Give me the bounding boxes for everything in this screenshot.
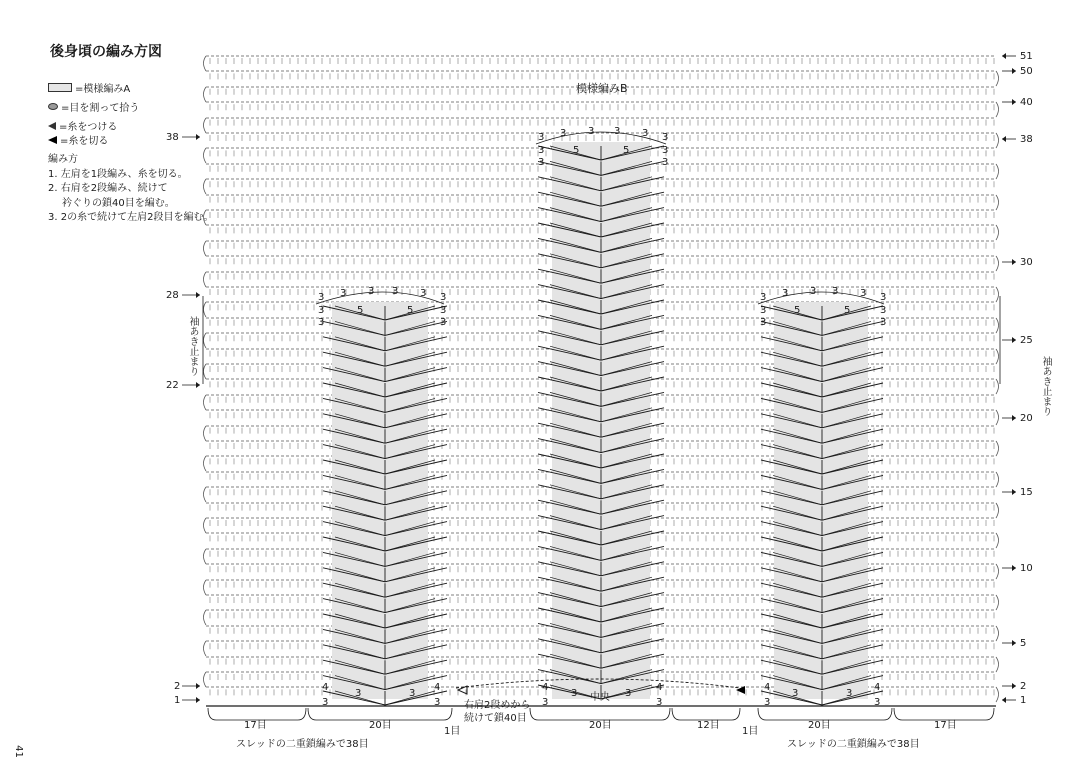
stitch-count: 4: [656, 682, 663, 693]
turning-chain: [204, 241, 207, 256]
row-label: 40: [1020, 97, 1033, 108]
stitch-count: 3: [368, 286, 375, 297]
turning-chain: [996, 441, 999, 456]
foundation-note-left: スレッドの二重鎖編みで38目: [236, 739, 369, 750]
width-label: 1目: [742, 726, 759, 737]
turning-chain: [204, 210, 207, 225]
turning-chain: [996, 595, 999, 610]
instruction-step: 2. 右肩を2段編み、続けて: [48, 183, 168, 194]
stitch-count: 5: [623, 145, 630, 156]
row-label: 20: [1020, 413, 1033, 424]
stitch-count: 3: [880, 292, 887, 303]
turning-chain: [204, 518, 207, 533]
stitch-count: 3: [832, 286, 839, 297]
turning-chain: [204, 272, 207, 287]
turning-chain: [996, 318, 999, 333]
row-label: 30: [1020, 257, 1033, 268]
turning-chain: [204, 395, 207, 410]
row-arrow-head: [1002, 53, 1006, 59]
turning-chain: [204, 56, 207, 71]
turning-chain: [996, 349, 999, 364]
row-arrow-head: [1012, 415, 1016, 421]
stitch-count: 3: [880, 317, 887, 328]
stitch-count: 3: [760, 305, 767, 316]
stitch-count: 3: [538, 157, 545, 168]
turning-chain: [204, 641, 207, 656]
stitch-count: 5: [357, 305, 364, 316]
neck-note: 続けて鎖40目: [464, 713, 527, 724]
stitch-count: 3: [642, 128, 649, 139]
page-number: 41: [12, 745, 24, 758]
turning-chain: [204, 426, 207, 441]
turning-chain: [996, 564, 999, 579]
turning-chain: [996, 379, 999, 394]
stitch-count: 3: [846, 688, 853, 699]
stitch-count: 3: [571, 688, 578, 699]
turning-chain: [204, 118, 207, 133]
foundation-note-right: スレッドの二重鎖編みで38目: [787, 739, 920, 750]
row-arrow-head: [196, 697, 200, 703]
pattern-a-shade: [774, 302, 868, 699]
instructions-heading: 編み方: [48, 154, 78, 165]
row-label: 1: [1020, 695, 1027, 706]
stitch-count: 3: [880, 305, 887, 316]
row-label: 5: [1020, 638, 1027, 649]
turning-chain: [204, 672, 207, 687]
row-arrow-head: [1002, 136, 1006, 142]
pattern-a-panels: [316, 126, 886, 708]
stitch-count: 3: [662, 132, 669, 143]
row-label: 2: [1020, 681, 1027, 692]
diagram-title: 後身頃の編み方図: [50, 44, 162, 60]
stitch-count: 3: [440, 305, 447, 316]
row-arrow-head: [1012, 337, 1016, 343]
turning-chain: [204, 610, 207, 625]
sleeve-note-left: 袖あき止まり: [187, 316, 198, 376]
row-label: 2: [174, 681, 181, 692]
stitch-count: 3: [420, 288, 427, 299]
stitch-count: 3: [625, 688, 632, 699]
stitch-count: 3: [440, 292, 447, 303]
row-label: 38: [1020, 134, 1033, 145]
stitch-count: 3: [662, 157, 669, 168]
stitch-count: 5: [794, 305, 801, 316]
stitch-count: 3: [860, 288, 867, 299]
stitch-count: 5: [573, 145, 580, 156]
stitch-count: 5: [407, 305, 414, 316]
row-arrow-head: [196, 292, 200, 298]
stitch-count: 3: [538, 145, 545, 156]
stitch-count: 3: [764, 697, 771, 708]
row-label: 22: [166, 380, 179, 391]
width-label: 20目: [589, 720, 612, 731]
turning-chain: [996, 195, 999, 210]
turning-chain: [996, 102, 999, 117]
row-arrow-head: [196, 683, 200, 689]
stitch-count: 4: [764, 682, 771, 693]
turning-chain: [204, 580, 207, 595]
turning-chain: [996, 626, 999, 641]
turning-chain: [996, 410, 999, 425]
stitch-count: 3: [810, 286, 817, 297]
width-label: 20目: [369, 720, 392, 731]
legend-text: =糸をつける: [59, 122, 118, 133]
row-label: 10: [1020, 563, 1033, 574]
stitch-count: 4: [434, 682, 441, 693]
stitch-count: 3: [318, 292, 325, 303]
row-arrow-head: [1012, 489, 1016, 495]
turning-chain: [204, 364, 207, 379]
row-arrow-head: [1012, 259, 1016, 265]
row-arrow-head: [1012, 68, 1016, 74]
stitch-count: 3: [656, 697, 663, 708]
turning-chain: [996, 503, 999, 518]
width-label: 17目: [934, 720, 957, 731]
row-arrow-head: [196, 382, 200, 388]
turning-chain: [996, 256, 999, 271]
stitch-count: 3: [318, 305, 325, 316]
turning-chain: [204, 179, 207, 194]
stitch-count: 3: [760, 317, 767, 328]
row-arrow-head: [196, 134, 200, 140]
stitch-count: 3: [560, 128, 567, 139]
legend-text: =目を割って拾う: [61, 103, 140, 114]
stitch-count: 3: [792, 688, 799, 699]
stitch-count: 4: [322, 682, 329, 693]
stitch-count: 3: [538, 132, 545, 143]
stitch-count: 4: [874, 682, 881, 693]
row-label: 1: [174, 695, 181, 706]
stitch-count: 4: [542, 682, 549, 693]
turning-chain: [204, 148, 207, 163]
stitch-count: 3: [409, 688, 416, 699]
stitch-count: 3: [542, 697, 549, 708]
instruction-step: 1. 左肩を1段編み、糸を切る。: [48, 168, 188, 180]
neck-note: 右肩2段めから: [464, 700, 531, 711]
width-label: 12目: [697, 720, 720, 731]
stitch-count: 3: [874, 697, 881, 708]
turning-chain: [204, 549, 207, 564]
row-label: 25: [1020, 335, 1033, 346]
turning-chain: [204, 302, 207, 317]
turning-chain: [204, 333, 207, 348]
turning-chain: [996, 225, 999, 240]
turning-chain: [996, 533, 999, 548]
sleeve-note-right: 袖あき止まり: [1040, 356, 1051, 416]
legend-text: =模様編みA: [75, 84, 131, 95]
stitch-count: 3: [355, 688, 362, 699]
stitch-count: 3: [588, 126, 595, 137]
stitch-count: 3: [318, 317, 325, 328]
stitch-count: 3: [434, 697, 441, 708]
legend-text: =糸を切る: [60, 136, 109, 147]
turning-chain: [996, 687, 999, 702]
row-arrow-head: [1012, 683, 1016, 689]
row-label: 51: [1020, 51, 1033, 62]
stitch-count: 3: [782, 288, 789, 299]
turning-chain: [204, 456, 207, 471]
row-arrow-head: [1012, 565, 1016, 571]
width-label: 1目: [444, 726, 461, 737]
pattern-b-label: 模様編みB: [576, 82, 628, 95]
turning-chain: [996, 472, 999, 487]
instruction-step: 3. 2の糸で続けて左肩2段目を編む。: [48, 212, 214, 223]
stitch-count: 3: [322, 697, 329, 708]
row-label: 28: [166, 290, 179, 301]
row-label: 50: [1020, 66, 1033, 77]
stitch-count: 3: [340, 288, 347, 299]
stitch-count: 3: [614, 126, 621, 137]
row-label: 38: [166, 132, 179, 143]
stitch-count: 3: [662, 145, 669, 156]
stitch-count: 3: [392, 286, 399, 297]
instruction-step: 衿ぐりの鎖40目を編む。: [62, 197, 175, 209]
stitch-count: 3: [760, 292, 767, 303]
row-label: 15: [1020, 487, 1033, 498]
width-label: 17目: [244, 720, 267, 731]
turning-chain: [996, 287, 999, 302]
center-label: 中央: [590, 692, 610, 703]
row-arrow-head: [1002, 697, 1006, 703]
turning-chain: [204, 87, 207, 102]
row-arrow-head: [1012, 99, 1016, 105]
turning-chain: [996, 164, 999, 179]
turning-chain: [204, 487, 207, 502]
stitch-count: 5: [844, 305, 851, 316]
pattern-a-shade: [332, 302, 428, 699]
stitch-count: 3: [440, 317, 447, 328]
turning-chain: [996, 71, 999, 86]
width-label: 20目: [808, 720, 831, 731]
turning-chain: [996, 657, 999, 672]
turning-chain: [996, 133, 999, 148]
row-arrow-head: [1012, 640, 1016, 646]
